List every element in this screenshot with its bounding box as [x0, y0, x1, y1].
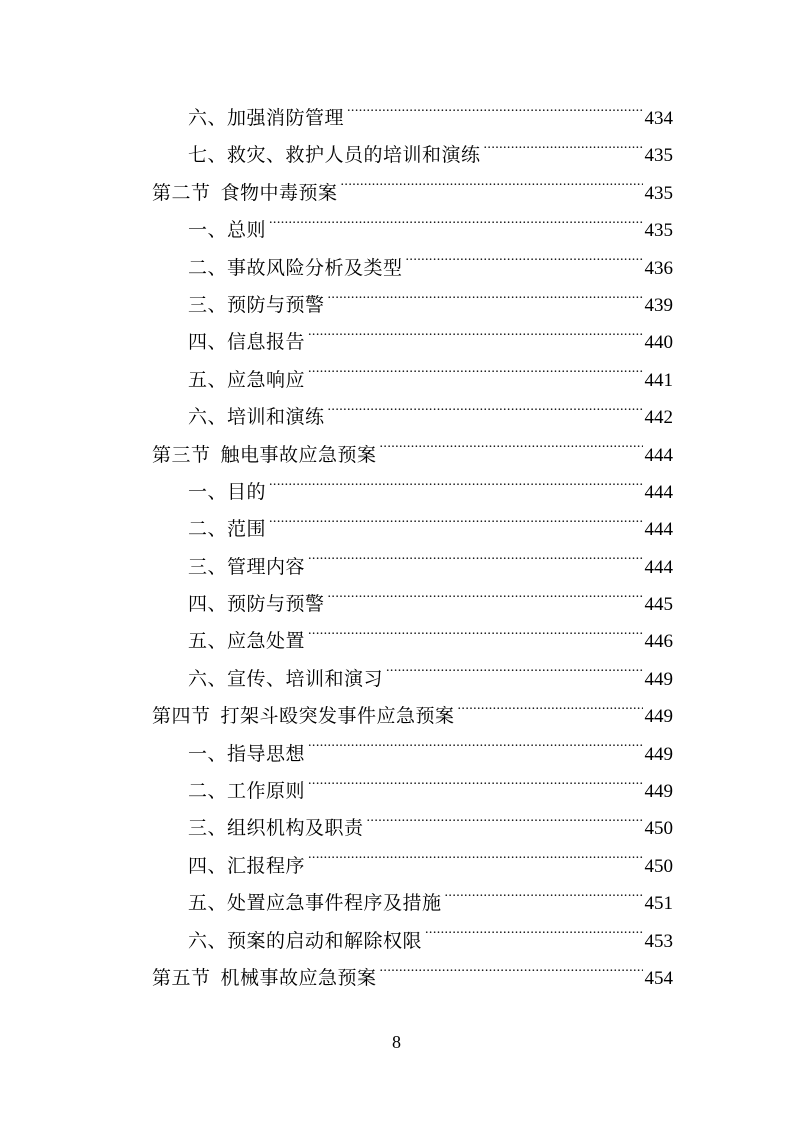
toc-item-row[interactable] [152, 773, 673, 810]
toc-entry-prefix: 一、 [188, 742, 228, 765]
toc-item-row[interactable] [152, 661, 673, 698]
toc-entry-title: 培训和演练 [227, 406, 325, 429]
toc-item-row[interactable] [152, 324, 673, 361]
toc-item-row[interactable] [152, 810, 673, 847]
toc-page-number: 445 [644, 594, 673, 616]
toc-entry-title: 组织机构及职责 [227, 817, 364, 840]
toc-dot-leader [425, 928, 642, 947]
page-number: 8 [392, 1032, 401, 1052]
toc-dot-leader [328, 292, 643, 311]
toc-entry-prefix: 六、 [188, 107, 228, 129]
toc-page-number: 449 [644, 706, 673, 728]
toc-entry-title: 救灾、救护人员的培训和演练 [227, 144, 481, 167]
toc-item-row[interactable] [152, 362, 673, 399]
toc-item-row[interactable] [152, 885, 673, 922]
toc-entry-title: 预防与预警 [227, 293, 325, 316]
toc-entry-title: 汇报程序 [227, 854, 306, 877]
toc-entry-prefix: 二、 [188, 256, 228, 279]
toc-entry-prefix: 六、 [188, 667, 228, 690]
toc-entry-title: 触电事故应急预案 [220, 443, 377, 466]
toc-page-number: 435 [644, 145, 673, 167]
toc-dot-leader [269, 217, 642, 236]
toc-entry-title: 食物中毒预案 [220, 181, 338, 204]
toc-page-number: 450 [644, 855, 673, 877]
toc-entry-title: 处置应急事件程序及措施 [227, 892, 442, 915]
toc-entry-prefix: 七、 [188, 144, 228, 167]
toc-entry-prefix: 三、 [188, 293, 228, 316]
toc-item-row[interactable] [152, 212, 673, 249]
toc-page-number: 442 [644, 407, 673, 429]
toc-section-row[interactable] [152, 698, 673, 735]
toc-entry-prefix: 三、 [188, 817, 228, 840]
toc-dot-leader [380, 442, 643, 461]
toc-dot-leader [367, 815, 643, 834]
toc-dot-leader [386, 666, 642, 685]
toc-item-row[interactable] [152, 100, 673, 137]
toc-item-row[interactable] [152, 137, 673, 174]
toc-entry-prefix: 第二节 [152, 181, 211, 204]
toc-entry-prefix: 第三节 [152, 443, 211, 466]
toc-page-number: 440 [644, 332, 673, 354]
toc-page-number: 444 [644, 519, 673, 541]
toc-entry-title: 信息报告 [227, 331, 306, 354]
toc-page-number: 450 [644, 818, 673, 840]
toc-page-number: 436 [644, 257, 673, 279]
toc-page-number: 449 [644, 743, 673, 765]
toc-entry-prefix: 三、 [188, 555, 228, 578]
toc-page-number: 453 [644, 930, 673, 952]
toc-item-row[interactable] [152, 623, 673, 660]
toc-dot-leader [308, 628, 642, 647]
toc-entry-title: 事故风险分析及类型 [227, 256, 403, 279]
toc-dot-leader [308, 853, 642, 872]
toc-page-number: 434 [644, 108, 673, 129]
toc-section-row[interactable] [152, 175, 673, 212]
toc-entry-prefix: 四、 [188, 331, 228, 354]
toc-item-row[interactable] [152, 511, 673, 548]
toc-dot-leader [406, 255, 643, 274]
toc-section-row[interactable] [152, 437, 673, 474]
toc-dot-leader [445, 890, 643, 909]
toc-entry-title: 应急处置 [227, 630, 306, 653]
toc-dot-leader [308, 554, 642, 573]
toc-page-number: 449 [644, 781, 673, 803]
toc-entry-title: 预案的启动和解除权限 [227, 929, 423, 952]
toc-entry-prefix: 一、 [188, 219, 228, 242]
toc-entry-prefix: 第五节 [152, 966, 211, 989]
toc-page-number: 444 [644, 481, 673, 503]
toc-page-number: 449 [644, 668, 673, 690]
toc-entry-title: 宣传、培训和演习 [227, 667, 384, 690]
toc-dot-leader [328, 404, 643, 423]
toc-dot-leader [308, 778, 642, 797]
toc-entry-title: 加强消防管理 [227, 107, 345, 129]
toc-entry-prefix: 二、 [188, 780, 228, 803]
toc-item-row[interactable] [152, 399, 673, 436]
toc-dot-leader [347, 105, 642, 124]
toc-item-row[interactable] [152, 923, 673, 960]
toc-page-number: 451 [644, 893, 673, 915]
toc-dot-leader [308, 329, 642, 348]
toc-page-number: 444 [644, 556, 673, 578]
toc-entry-prefix: 六、 [188, 406, 228, 429]
toc-dot-leader [269, 516, 642, 535]
toc-entry-title: 打架斗殴突发事件应急预案 [220, 705, 455, 728]
toc-dot-leader [458, 703, 643, 722]
toc-dot-leader [328, 591, 643, 610]
toc-entry-title: 工作原则 [227, 780, 306, 803]
toc-entry-prefix: 五、 [188, 892, 228, 915]
toc-item-row[interactable] [152, 474, 673, 511]
toc-entry-title: 指导思想 [227, 742, 306, 765]
toc-item-row[interactable] [152, 287, 673, 324]
toc-item-row[interactable] [152, 250, 673, 287]
toc-item-row[interactable] [152, 549, 673, 586]
toc-entry-title: 范围 [227, 518, 267, 541]
toc-dot-leader [380, 965, 643, 984]
toc-item-row[interactable] [152, 586, 673, 623]
toc-page-number: 435 [644, 182, 673, 204]
toc-entry-prefix: 四、 [188, 593, 228, 616]
toc-entry-title: 应急响应 [227, 368, 306, 391]
toc-entry-title: 目的 [227, 480, 267, 503]
toc-entry-prefix: 第四节 [152, 705, 211, 728]
toc-page-number: 454 [644, 967, 673, 989]
toc-entry-title: 预防与预警 [227, 593, 325, 616]
toc-entry-prefix: 五、 [188, 630, 228, 653]
toc-item-row[interactable] [152, 848, 673, 885]
table-of-contents [152, 100, 673, 997]
toc-item-row[interactable] [152, 736, 673, 773]
toc-page-number: 446 [644, 631, 673, 653]
toc-entry-title: 总则 [227, 219, 267, 242]
toc-entry-prefix: 二、 [188, 518, 228, 541]
toc-dot-leader [308, 367, 642, 386]
toc-entry-title: 管理内容 [227, 555, 306, 578]
toc-entry-prefix: 一、 [188, 480, 228, 503]
toc-entry-prefix: 六、 [188, 929, 228, 952]
toc-entry-prefix: 五、 [188, 368, 228, 391]
toc-dot-leader [269, 479, 642, 498]
toc-dot-leader [484, 142, 643, 161]
toc-page-number: 435 [644, 220, 673, 242]
toc-entry-title: 机械事故应急预案 [220, 966, 377, 989]
toc-dot-leader [341, 180, 643, 199]
toc-page-number: 444 [644, 444, 673, 466]
toc-entry-prefix: 四、 [188, 854, 228, 877]
toc-section-row[interactable] [152, 960, 673, 997]
toc-page-number: 441 [644, 369, 673, 391]
toc-page-number: 439 [644, 294, 673, 316]
toc-dot-leader [308, 741, 642, 760]
